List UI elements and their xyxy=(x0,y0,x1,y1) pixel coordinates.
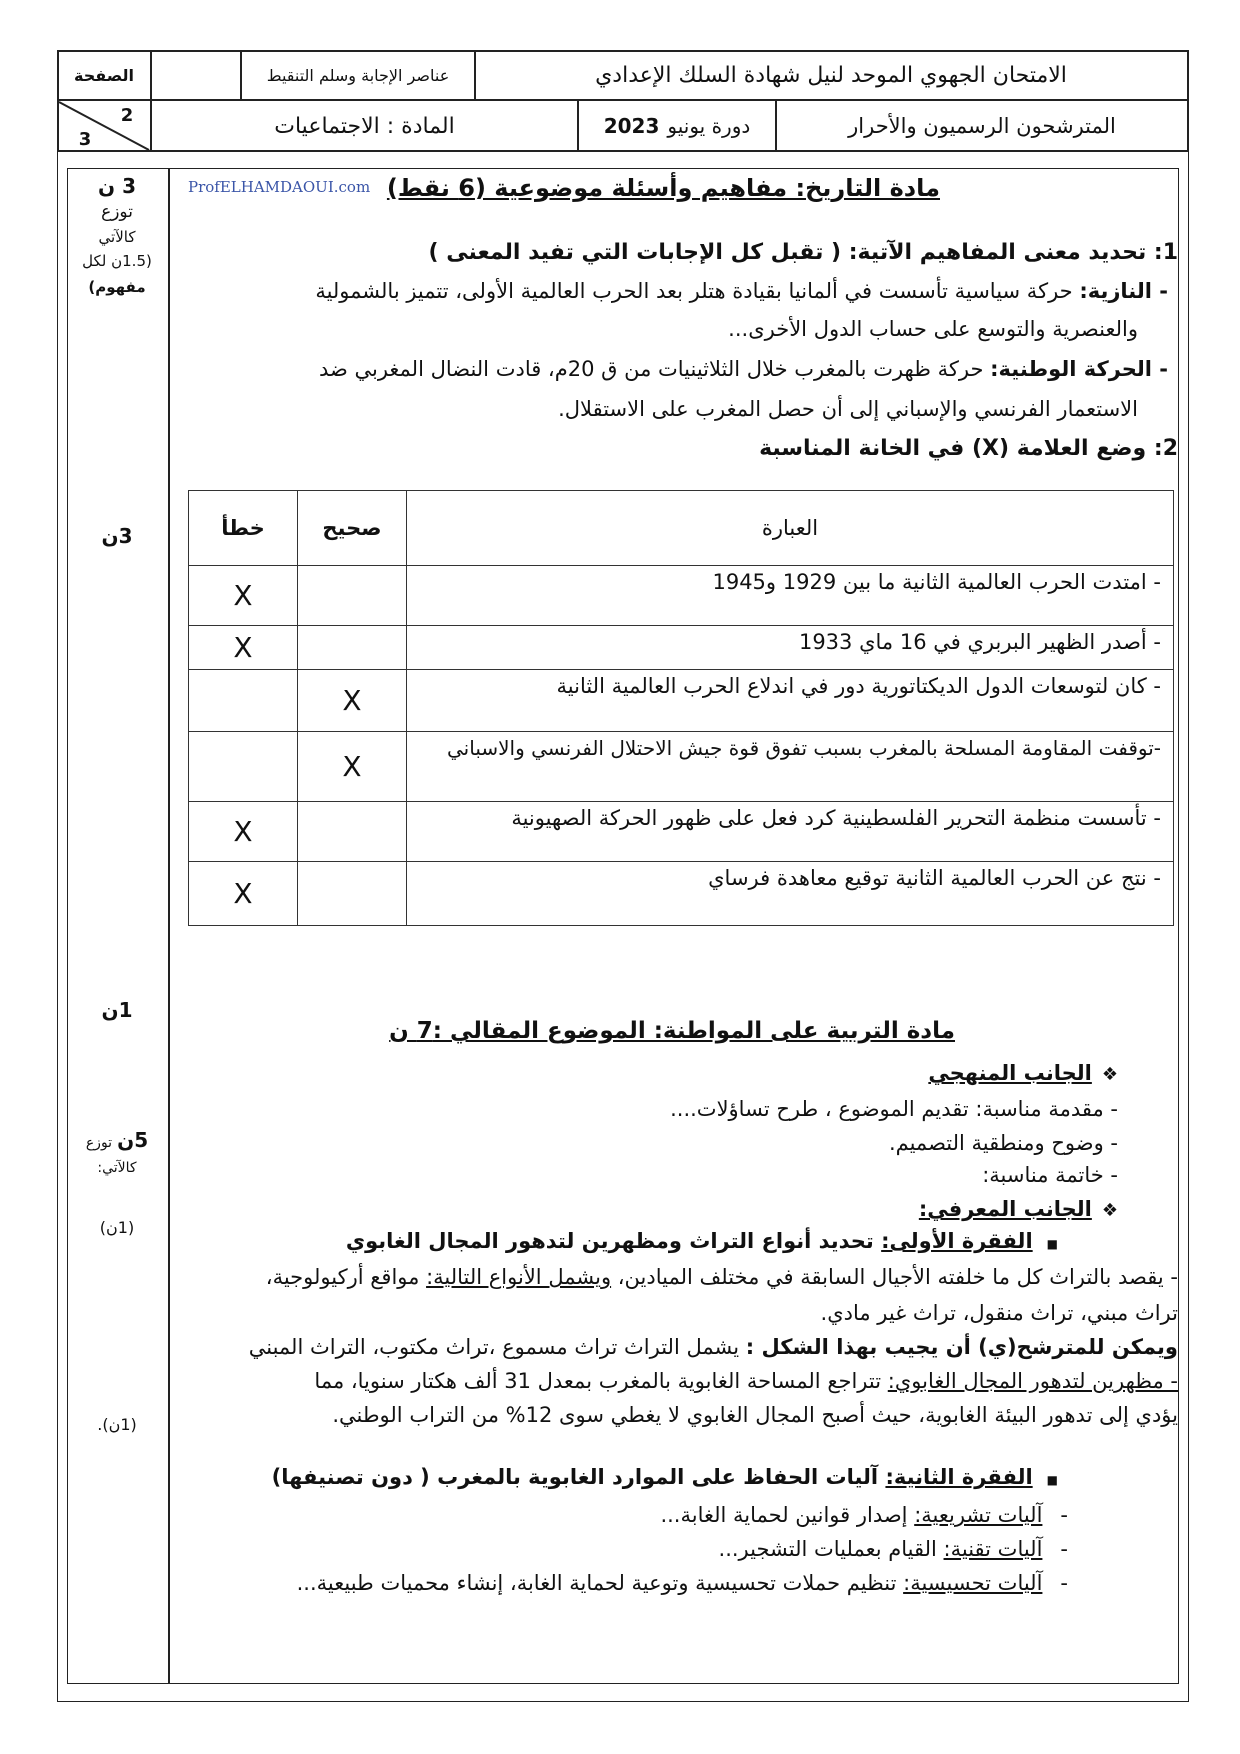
false-cell[interactable]: X xyxy=(189,626,298,670)
p1-line1-a: - يقصد بالتراث كل ما خلفته الأجيال السابقة في مختلف الميادين، xyxy=(611,1265,1178,1289)
true-cell[interactable] xyxy=(298,802,407,862)
knowledge-title: الجانب المعرفي: xyxy=(918,1197,1092,1221)
knowledge-points-dist: توزع xyxy=(85,1135,113,1151)
q2-title: 2: وضع العلامة (X) في الخانة المناسبة xyxy=(759,436,1178,461)
citizenship-title: مادة التربية على المواطنة: الموضوع المقالي :7 ن xyxy=(389,1018,955,1044)
method-item: - مقدمة مناسبة: تقديم الموضوع ، طرح تساؤلات.... xyxy=(670,1097,1118,1121)
table-row xyxy=(189,862,1174,926)
p2-item-label: آليات تقنية: xyxy=(943,1537,1043,1561)
table-header-row xyxy=(189,491,1174,566)
session-year: 2023 xyxy=(603,114,660,138)
p1-line4 xyxy=(314,1362,1178,1400)
knowledge-points xyxy=(62,1128,172,1152)
false-cell[interactable]: X xyxy=(189,802,298,862)
col-true: صحيح xyxy=(298,491,407,566)
exam-title: الامتحان الجهوي الموحد لنيل شهادة السلك الإعدادي xyxy=(595,62,1067,88)
p1-line2: تراث مبني، تراث منقول، تراث غير مادي. xyxy=(820,1301,1178,1325)
concept-nazism-line2: والعنصرية والتوسع على حساب الدول الأخرى... xyxy=(728,317,1138,341)
statement-text: -توقفت المقاومة المسلحة بالمغرب بسبب تفوق قوة جيش الاحتلال الفرنسي والاسباني xyxy=(407,732,1174,802)
dash-bullet: - xyxy=(1060,1571,1068,1595)
false-cell[interactable] xyxy=(189,670,298,732)
table-row xyxy=(189,732,1174,802)
true-cell[interactable]: X xyxy=(298,732,407,802)
square-bullet-icon: ■ xyxy=(1046,1473,1058,1487)
concept-nazism-term: - النازية: xyxy=(1079,279,1168,303)
p1-line5: يؤدي إلى تدهور البيئة الغابوية، حيث أصبح المجال الغابوي لا يغطي سوى 12% من التراب الوطني. xyxy=(332,1403,1178,1427)
method-heading xyxy=(928,1054,1118,1094)
p1-line3-a: ويمكن للمترشح(ي) أن يجيب بهذا الشكل : xyxy=(745,1335,1178,1359)
false-cell[interactable]: X xyxy=(189,862,298,926)
diamond-bullet-icon: ❖ xyxy=(1101,1064,1118,1085)
concept-national-movement-term: - الحركة الوطنية: xyxy=(990,357,1168,381)
table-row xyxy=(189,802,1174,862)
statement-text: - نتج عن الحرب العالمية الثانية توقيع معاهدة فرساي xyxy=(407,862,1174,926)
p2-label: الفقرة الثانية: xyxy=(885,1465,1033,1489)
method-title: الجانب المنهجي xyxy=(928,1061,1092,1085)
history-dist-1: توزع xyxy=(101,202,133,222)
page-total: 3 xyxy=(78,128,92,150)
history-title: مادة التاريخ: مفاهيم وأسئلة موضوعية (6 نقط) xyxy=(386,174,940,202)
p1-points: (1ن) xyxy=(99,1218,135,1237)
p1-line4-b: تتراجع المساحة الغابوية بالمغرب بمعدل 31 ألف هكتار سنويا، مما xyxy=(314,1369,888,1393)
true-cell[interactable]: X xyxy=(298,670,407,732)
statement-text: - تأسست منظمة التحرير الفلسطينية كرد فعل على ظهور الحركة الصهيونية xyxy=(407,802,1174,862)
p1-line1 xyxy=(266,1258,1178,1296)
page-label: الصفحة xyxy=(74,65,135,85)
concept-national-movement-line1 xyxy=(319,350,1168,388)
statements-table xyxy=(188,490,1174,926)
p1-title: تحديد أنواع التراث ومظهرين لتدهور المجال الغابوي xyxy=(345,1229,882,1253)
knowledge-dist-2: كالآتي: xyxy=(97,1160,137,1176)
true-cell[interactable] xyxy=(298,626,407,670)
false-cell[interactable]: X xyxy=(189,566,298,626)
square-bullet-icon: ■ xyxy=(1046,1237,1058,1251)
statement-text: - امتدت الحرب العالمية الثانية ما بين 1929 و1945 xyxy=(407,566,1174,626)
header-divider xyxy=(57,99,1189,101)
margin-divider xyxy=(168,168,170,1684)
dash-bullet: - xyxy=(1060,1537,1068,1561)
p1-line4-a: - مظهرين لتدهور المجال الغابوي: xyxy=(887,1369,1178,1393)
knowledge-points-value: 5ن xyxy=(117,1128,149,1152)
method-item: - خاتمة مناسبة: xyxy=(982,1163,1118,1187)
table-row xyxy=(189,626,1174,670)
false-cell[interactable] xyxy=(189,732,298,802)
p1-label: الفقرة الأولى: xyxy=(881,1229,1033,1253)
p1-line3 xyxy=(249,1328,1178,1366)
p2-item-text: القيام بعمليات التشجير... xyxy=(718,1537,944,1561)
p1-line1-b: ويشمل الأنواع التالية: xyxy=(426,1265,612,1289)
p2-item-text: تنظيم حملات تحسيسية وتوعية لحماية الغابة، إنشاء محميات طبيعية... xyxy=(296,1571,904,1595)
p2-item xyxy=(719,1530,1068,1568)
p1-line1-c: مواقع أركيولوجية، xyxy=(265,1265,427,1289)
page-current: 2 xyxy=(120,104,134,126)
answer-key-label: عناصر الإجابة وسلم التنقيط xyxy=(266,65,450,85)
diamond-bullet-icon: ❖ xyxy=(1101,1200,1118,1221)
p2-title: آليات الحفاظ على الموارد الغابوية بالمغرب ( دون تصنيفها) xyxy=(271,1465,886,1489)
concept-nazism-def: حركة سياسية تأسست في ألمانيا بقيادة هتلر بعد الحرب العالمية الأولى، تتميز بالشمولية xyxy=(315,279,1080,303)
statement-text: - أصدر الظهير البربري في 16 ماي 1933 xyxy=(407,626,1174,670)
true-cell[interactable] xyxy=(298,566,407,626)
dash-bullet: - xyxy=(1060,1503,1068,1527)
table-row xyxy=(189,670,1174,732)
method-item: - وضوح ومنطقية التصميم. xyxy=(888,1131,1118,1155)
concept-nazism-line1 xyxy=(315,272,1168,310)
col-false: خطأ xyxy=(189,491,298,566)
p2-item-label: آليات تحسيسية: xyxy=(903,1571,1043,1595)
history-points: 3 ن xyxy=(98,174,136,198)
col-statement: العبارة xyxy=(407,491,1174,566)
p1-heading xyxy=(346,1222,1058,1263)
p2-item xyxy=(660,1496,1068,1534)
q1-title: 1: تحديد معنى المفاهيم الآتية: ( تقبل كل الإجابات التي تفيد المعنى ) xyxy=(428,240,1178,265)
p2-points: (1ن). xyxy=(97,1415,137,1434)
candidates-label: المترشحون الرسميون والأحرار xyxy=(848,114,1116,138)
watermark: ProfELHAMDAOUI.com xyxy=(188,178,371,196)
p2-item xyxy=(297,1564,1068,1602)
p1-line3-b: يشمل التراث تراث مسموع ،تراث مكتوب، التراث المبني xyxy=(248,1335,746,1359)
history-dist-2: كالآتي xyxy=(98,228,136,246)
method-points: 1ن xyxy=(101,998,133,1022)
p2-item-label: آليات تشريعية: xyxy=(914,1503,1043,1527)
concept-national-movement-line2: الاستعمار الفرنسي والإسباني إلى أن حصل المغرب على الاستقلال. xyxy=(558,397,1138,421)
table-row xyxy=(189,566,1174,626)
true-cell[interactable] xyxy=(298,862,407,926)
subject-label: المادة : الاجتماعيات xyxy=(274,113,455,139)
p2-item-text: إصدار قوانين لحماية الغابة... xyxy=(660,1503,915,1527)
p2-heading xyxy=(272,1458,1058,1499)
concept-national-movement-def: حركة ظهرت بالمغرب خلال الثلاثينيات من ق 20م، قادت النضال المغربي ضد xyxy=(318,357,991,381)
session-text: دورة يونيو xyxy=(667,114,751,138)
history-dist-3: (1.5ن لكل xyxy=(82,252,152,270)
history-dist-4: مفهوم) xyxy=(88,278,146,296)
session-label xyxy=(579,102,775,150)
table-points: 3ن xyxy=(101,524,133,548)
statement-text: - كان لتوسعات الدول الديكتاتورية دور في اندلاع الحرب العالمية الثانية xyxy=(407,670,1174,732)
